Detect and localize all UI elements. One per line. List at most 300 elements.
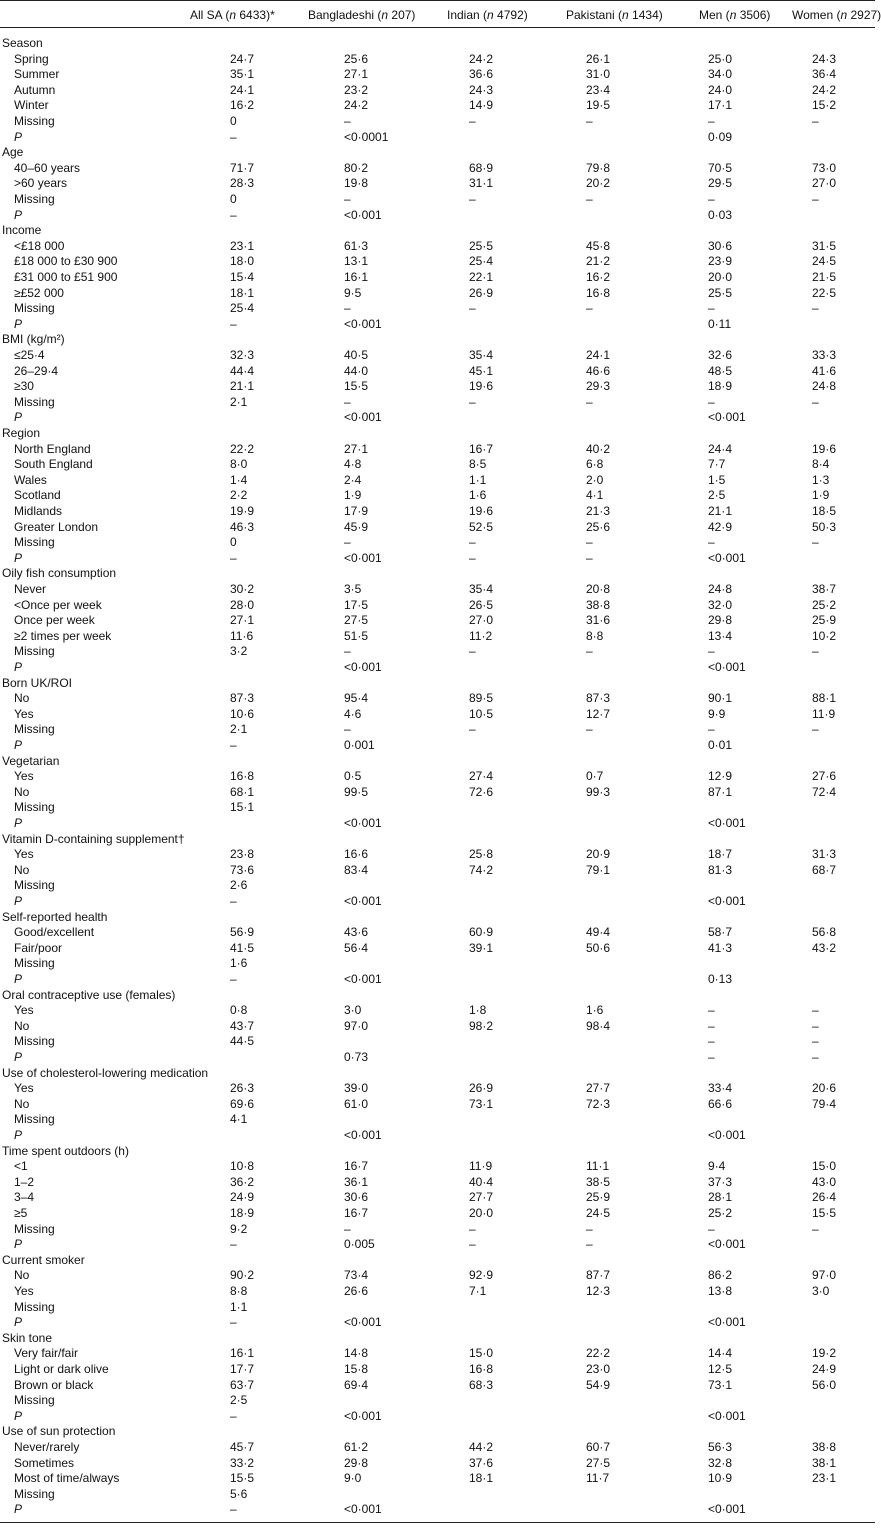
cell-value: 46·6 [586,363,611,378]
cell-value: 26·6 [344,1284,369,1298]
cell-value: 9·5 [344,285,362,300]
cell-value: 36·4 [812,67,837,82]
section-title: Region [2,426,41,440]
cell-value: 72·4 [812,784,837,799]
cell-value: 35·4 [469,348,494,362]
section-heading-row [0,988,875,1004]
cell-value: 98·4 [586,1018,611,1033]
row-label: Missing [14,1486,55,1501]
cell-value: 16·8 [230,769,255,784]
row-label: No [14,784,30,799]
cell-value: 3·0 [344,1003,362,1018]
cell-value: <0·001 [344,816,382,830]
cell-value: 19·6 [469,379,494,394]
cell-value: 1·6 [586,1003,604,1018]
cell-value: – [469,1221,476,1236]
cell-value: 68·3 [469,1377,494,1392]
table-row [0,504,875,520]
cell-value: 17·7 [230,1362,255,1376]
cell-value: <0·001 [708,816,746,830]
row-label: Scotland [14,488,61,503]
cell-value: <0·001 [344,316,382,331]
section-title: Self-reported health [2,909,108,924]
cell-value: 11·6 [230,628,254,643]
cell-value: 16·2 [230,98,255,113]
cell-value: 44·0 [344,363,369,378]
cell-value: 81·3 [708,862,733,877]
table-row [0,270,875,286]
cell-value: 20·0 [469,1206,494,1220]
cell-value: 37·3 [708,1174,733,1189]
cell-value: 31·3 [812,847,837,862]
cell-value: 90·1 [708,691,733,706]
row-label: Yes [14,1003,34,1018]
cell-value: 16·1 [230,1346,255,1361]
cell-value: – [344,114,351,128]
cell-value: 0·03 [708,207,733,222]
cell-value: 31·5 [812,238,837,253]
cell-value: 43·6 [344,925,369,940]
cell-value: 18·9 [230,1206,255,1220]
row-label: Missing [14,956,55,971]
cell-value: <0·001 [344,1128,382,1142]
cell-value: 39·0 [344,1081,369,1096]
row-label: Missing [14,301,55,316]
row-label: Sometimes [14,1455,75,1470]
column-header-count: 207) [388,8,416,22]
row-label: £31 000 to £51 900 [14,270,118,284]
cell-value: – [708,1003,715,1018]
table-header [0,0,881,28]
cell-value: 20·9 [586,847,611,862]
cell-value: – [708,114,715,128]
section-heading-row [0,145,875,161]
table-row [0,457,875,473]
cell-value: 43·7 [230,1018,255,1033]
cell-value: 25·5 [708,285,733,300]
row-label: South England [14,457,93,472]
cell-value: 0·8 [230,1003,248,1018]
column-header-count: 6433)* [236,8,275,22]
column-header [447,8,528,22]
table-row [0,130,875,146]
table-row [0,1019,875,1035]
cell-value: 12·5 [708,1362,733,1376]
row-label: Yes [14,1081,34,1096]
cell-value: 83·4 [344,862,369,877]
cell-value: – [812,114,819,128]
row-label: Light or dark olive [14,1362,109,1376]
cell-value: 9·0 [344,1471,362,1486]
cell-value: 40·2 [586,441,611,456]
cell-value: 31·6 [586,613,611,628]
table-row [0,644,875,660]
cell-value: 29·3 [586,379,611,394]
cell-value: – [230,972,237,986]
cell-value: 38·7 [812,582,837,596]
table-row [0,629,875,645]
row-label: North England [14,441,91,456]
cell-value: 0·001 [344,738,375,752]
section-heading-row [0,36,875,52]
cell-value: 1·1 [230,1299,248,1314]
cell-value: 50·3 [812,519,837,534]
table-row [0,1502,875,1518]
cell-value: 18·7 [708,847,733,862]
cell-value: 1·3 [812,472,830,487]
cell-value: 13·1 [344,254,369,269]
cell-value: 28·1 [708,1190,733,1205]
table-row [0,1237,875,1253]
cell-value: 25·0 [708,51,733,66]
table-row [0,972,875,988]
cell-value: 1·9 [812,488,830,503]
cell-value: 8·5 [469,457,487,472]
table-row [0,83,875,99]
cell-value: 30·6 [708,238,733,253]
cell-value: 52·5 [469,519,494,534]
cell-value: 25·6 [586,519,611,534]
cell-value: 26·9 [469,1081,494,1096]
section-heading-row [0,754,875,770]
cell-value: 20·8 [586,582,611,596]
cell-value: 24·0 [708,82,733,97]
cell-value: – [812,535,819,550]
cell-value: 87·1 [708,784,733,799]
column-header [566,8,663,22]
cell-value: 25·4 [469,254,494,269]
cell-value: 15·5 [230,1471,255,1486]
cell-value: – [469,535,476,550]
table-row [0,1362,875,1378]
cell-value: 23·0 [586,1362,611,1376]
table-row [0,1284,875,1300]
cell-value: 24·9 [812,1362,837,1376]
cell-value: 0·13 [708,972,733,986]
table-row [0,98,875,114]
cell-value: 73·1 [708,1377,733,1392]
table-row [0,161,875,177]
p-value-label: P [14,1050,23,1064]
cell-value: 7·7 [708,457,726,472]
table-row [0,488,875,504]
p-value-label: P [14,550,23,565]
p-value-label: P [14,1128,23,1142]
cell-value: 45·9 [344,519,369,534]
cell-value: <0·0001 [344,129,389,144]
table-row [0,473,875,489]
table-row [0,286,875,302]
table-row [0,364,875,380]
cell-value: 4·1 [230,1112,248,1127]
cell-value: – [708,301,715,316]
cell-value: 32·0 [708,597,733,612]
cell-value: <0·001 [708,410,746,425]
cell-value: 66·6 [708,1096,733,1111]
column-header-n: n [840,8,848,22]
cell-value: 4·6 [344,706,362,721]
cell-value: 71·7 [230,160,255,175]
cell-value: 24·8 [708,582,733,596]
cell-value: – [469,550,476,565]
cell-value: – [230,129,237,144]
cell-value: 10·9 [708,1471,733,1486]
cell-value: 24·5 [586,1206,611,1220]
cell-value: 61·2 [344,1440,369,1454]
cell-value: 6·8 [586,457,604,472]
cell-value: – [812,394,819,409]
cell-value: 30·6 [344,1190,369,1205]
table-row [0,52,875,68]
column-header [308,8,415,22]
table-row [0,551,875,567]
cell-value: 87·3 [586,691,611,706]
section-heading-row [0,1253,875,1269]
cell-value: – [344,722,351,737]
cell-value: 73·6 [230,862,255,877]
cell-value: 24·3 [469,82,494,97]
cell-value: – [812,1034,819,1049]
row-label: <Once per week [14,597,102,612]
section-title: Income [2,223,42,238]
cell-value: 10·2 [812,628,837,643]
cell-value: – [344,394,351,409]
cell-value: 19·6 [812,441,837,456]
cell-value: 1·6 [469,488,487,503]
cell-value: 24·1 [230,82,255,97]
row-label: Wales [14,472,47,487]
cell-value: 26·4 [812,1190,837,1205]
p-value-label: P [14,1237,23,1252]
table-row [0,254,875,270]
cell-value: 8·4 [812,457,830,472]
row-label: <£18 000 [14,238,65,253]
cell-value: <0·001 [708,1128,746,1142]
cell-value: 38·1 [812,1455,837,1470]
table-row [0,582,875,598]
row-label: Missing [14,394,55,409]
cell-value: 50·6 [586,940,611,955]
cell-value: 25·2 [812,597,837,612]
cell-value: 16·8 [469,1362,494,1376]
table-row [0,410,875,426]
cell-value: 74·2 [469,862,494,877]
cell-value: <0·001 [344,1315,382,1330]
cell-value: 26·5 [469,597,494,612]
cell-value: <0·001 [344,660,382,674]
row-label: Winter [14,98,49,113]
table-row [0,442,875,458]
p-value-label: P [14,1315,23,1330]
cell-value: 32·8 [708,1455,733,1470]
cell-value: 19·5 [586,98,611,113]
p-value-label: P [14,129,23,144]
cell-value: 41·5 [230,940,255,955]
cell-value: 19·8 [344,176,369,191]
cell-value: – [586,550,593,565]
cell-value: 18·1 [230,285,255,300]
section-title: Time spent outdoors (h) [2,1143,129,1158]
table-row [0,1190,875,1206]
cell-value: – [230,1502,237,1517]
cell-value: <0·001 [344,1502,382,1517]
cell-value: 4·8 [344,457,362,472]
cell-value: 24·2 [344,98,369,113]
cell-value: 2·6 [230,878,248,893]
p-value-label: P [14,1502,23,1517]
cell-value: 69·4 [344,1377,369,1392]
row-label: ≥2 times per week [14,628,112,643]
cell-value: 80·2 [344,160,369,175]
table-row [0,1159,875,1175]
cell-value: 69·6 [230,1096,255,1111]
table-row [0,598,875,614]
cell-value: 56·8 [812,925,837,940]
cell-value: 1·1 [469,472,487,487]
column-header-count: 1434) [628,8,663,22]
cell-value: 68·1 [230,784,255,799]
cell-value: 24·3 [812,51,837,66]
cell-value: 28·0 [230,597,255,612]
cell-value: 28·3 [230,176,255,191]
cell-value: 1·5 [708,472,726,487]
cell-value: 18·0 [230,254,255,269]
cell-value: 43·2 [812,940,837,955]
cell-value: 26·3 [230,1081,255,1096]
cell-value: 0·7 [586,769,604,784]
row-label: Greater London [14,519,99,534]
cell-value: – [230,1237,237,1252]
cell-value: 16·7 [344,1159,369,1174]
cell-value: 9·2 [230,1221,248,1236]
table-row [0,660,875,676]
cell-value: 23·2 [344,82,369,97]
cell-value: 2·5 [230,1393,248,1408]
cell-value: 1·8 [469,1003,487,1018]
cell-value: 25·4 [230,301,255,316]
cell-value: 90·2 [230,1268,255,1283]
cell-value: – [230,1408,237,1423]
table-row [0,348,875,364]
table-row [0,1315,875,1331]
cell-value: 25·8 [469,847,494,862]
cell-value: 2·4 [344,472,362,487]
cell-value: 42·9 [708,519,733,534]
cell-value: – [812,644,819,659]
cell-value: 1·6 [230,956,248,971]
cell-value: – [586,192,593,206]
cell-value: 35·4 [469,582,494,596]
cell-value: 60·7 [586,1440,611,1454]
cell-value: 31·1 [469,176,494,191]
cell-value: 99·5 [344,784,369,799]
cell-value: 36·6 [469,67,494,82]
cell-value: 13·4 [708,628,733,643]
section-title: Vitamin D-containing supplement† [2,831,185,846]
cell-value: – [812,1003,819,1018]
cell-value: 26·9 [469,285,494,300]
cell-value: – [812,1018,819,1033]
cell-value: 17·1 [708,98,733,113]
p-value-label: P [14,410,23,425]
table-row [0,769,875,785]
cell-value: 29·5 [708,176,733,191]
column-header [699,8,770,22]
cell-value: 0·005 [344,1237,375,1252]
cell-value: 15·0 [469,1346,494,1361]
cell-value: – [230,316,237,331]
section-title: Skin tone [2,1330,53,1345]
cell-value: 15·1 [230,800,255,815]
cell-value: 45·7 [230,1440,255,1454]
cell-value: – [344,301,351,316]
cell-value: 56·3 [708,1440,733,1454]
cell-value: – [586,535,593,550]
table-row [0,520,875,536]
row-label: ≥£52 000 [14,285,64,300]
cell-value: 11·2 [469,628,493,643]
row-label: Yes [14,847,34,862]
cell-value: – [586,722,593,737]
table-row [0,535,875,551]
cell-value: 18·5 [812,504,837,518]
cell-value: 38·5 [586,1174,611,1189]
section-title: Use of sun protection [2,1424,116,1439]
cell-value: 54·9 [586,1377,611,1392]
cell-value: 45·1 [469,363,494,378]
cell-value: 44·5 [230,1034,255,1049]
cell-value: 89·5 [469,691,494,706]
cell-value: 33·2 [230,1455,255,1470]
table-row [0,1097,875,1113]
cell-value: – [469,301,476,316]
cell-value: – [586,114,593,128]
row-label: No [14,862,30,877]
cell-value: – [708,722,715,737]
table-row [0,1222,875,1238]
cell-value: 35·1 [230,67,255,82]
table-row [0,863,875,879]
table-row [0,176,875,192]
row-label: Missing [14,1112,55,1127]
cell-value: 24·2 [469,51,494,66]
table-row [0,816,875,832]
cell-value: 29·8 [344,1455,369,1470]
row-label: Summer [14,67,60,82]
cell-value: <0·001 [708,1315,746,1330]
cell-value: 63·7 [230,1377,255,1392]
cell-value: – [812,1221,819,1236]
cell-value: – [708,192,715,206]
table-row [0,691,875,707]
cell-value: <0·001 [344,1408,382,1423]
cell-value: 45·8 [586,238,611,253]
cell-value: 72·6 [469,784,494,799]
cell-value: 79·4 [812,1096,837,1111]
row-label: Yes [14,1284,34,1298]
row-label: Fair/poor [14,940,63,955]
cell-value: 10·6 [230,706,255,721]
column-header-count: 2927) [847,8,881,22]
cell-value: <0·001 [708,1502,746,1517]
row-label: ≥5 [14,1206,28,1220]
cell-value: 15·5 [812,1206,837,1220]
cell-value: 8·0 [230,457,248,472]
cell-value: 95·4 [344,691,369,706]
row-label: £18 000 to £30 900 [14,254,118,269]
cell-value: 32·6 [708,348,733,362]
cell-value: <0·001 [708,1408,746,1423]
